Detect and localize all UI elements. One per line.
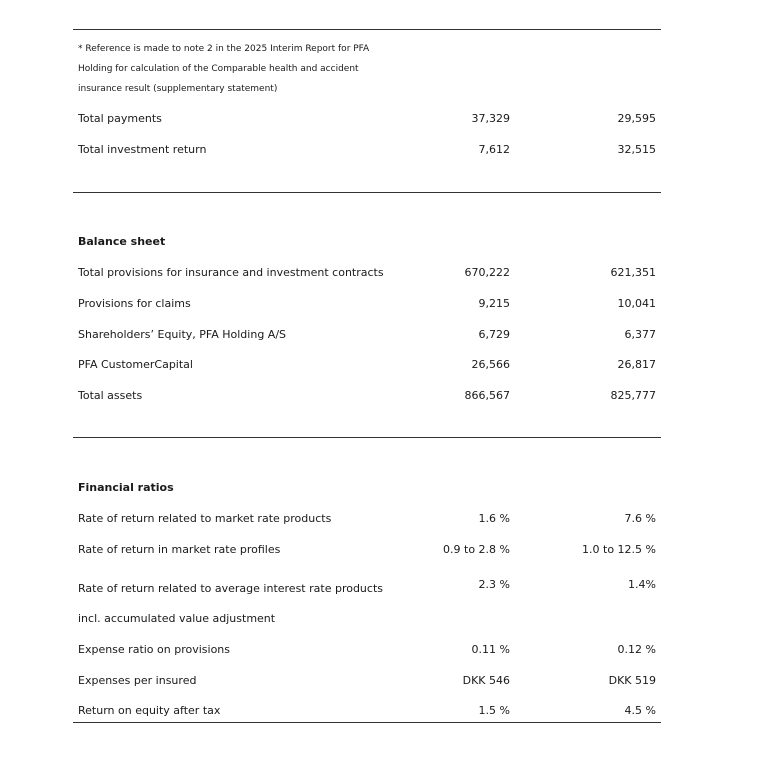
- row-value-col2: 4.5 %: [624, 704, 656, 717]
- row-value-col2: 26,817: [617, 358, 656, 371]
- row-value-col1: 6,729: [478, 328, 510, 341]
- row-value-col2: 1.0 to 12.5 %: [582, 543, 656, 556]
- row-value-col1: 670,222: [464, 266, 510, 279]
- row-label: Total assets: [78, 389, 143, 402]
- row-value-col2: 29,595: [617, 112, 656, 125]
- section-rule-2: [73, 437, 661, 438]
- row-value-col1: 2.3 %: [478, 578, 510, 591]
- row-value-col1: 9,215: [478, 297, 510, 310]
- row-label: Return on equity after tax: [78, 704, 221, 717]
- row-value-col1: 26,566: [471, 358, 510, 371]
- section-heading-financial-ratios: Financial ratios: [78, 481, 174, 494]
- row-value-col1: DKK 546: [462, 674, 510, 687]
- row-label: Total payments: [78, 112, 162, 125]
- row-label: Provisions for claims: [78, 297, 191, 310]
- row-value-col2: 825,777: [610, 389, 656, 402]
- row-label: Expense ratio on provisions: [78, 643, 231, 656]
- row-value-col1: 0.9 to 2.8 %: [443, 543, 510, 556]
- row-label: Total investment return: [78, 143, 207, 156]
- row-value-col1: 866,567: [464, 389, 510, 402]
- footnote-line-3: insurance result (supplementary statement): [78, 84, 278, 94]
- row-value-col2: 32,515: [617, 143, 656, 156]
- row-label: Rate of return related to average interest rate products: [78, 582, 383, 595]
- footnote-line-1: * Reference is made to note 2 in the 2025 Interim Report for PFA: [78, 44, 370, 54]
- row-value-col1: 37,329: [471, 112, 510, 125]
- row-label: Total provisions for insurance and investment contracts: [78, 266, 384, 279]
- row-label: Rate of return related to market rate products: [78, 512, 332, 525]
- section-heading-balance-sheet: Balance sheet: [78, 235, 166, 248]
- top-rule: [73, 29, 661, 30]
- row-value-col2: 0.12 %: [617, 643, 656, 656]
- row-value-col2: 10,041: [617, 297, 656, 310]
- row-value-col2: DKK 519: [608, 674, 656, 687]
- row-value-col1: 1.6 %: [478, 512, 510, 525]
- row-label: Shareholders’ Equity, PFA Holding A/S: [78, 328, 287, 341]
- row-value-col2: 7.6 %: [624, 512, 656, 525]
- bottom-rule: [73, 722, 661, 723]
- row-value-col2: 1.4%: [628, 578, 656, 591]
- row-value-col2: 6,377: [624, 328, 656, 341]
- row-value-col1: 7,612: [478, 143, 510, 156]
- footnote-line-2: Holding for calculation of the Comparable health and accident: [78, 64, 359, 74]
- row-label: Rate of return in market rate profiles: [78, 543, 281, 556]
- section-rule-1: [73, 192, 661, 193]
- row-label: Expenses per insured: [78, 674, 197, 687]
- row-value-col1: 0.11 %: [471, 643, 510, 656]
- row-label: PFA CustomerCapital: [78, 358, 193, 371]
- row-value-col2: 621,351: [610, 266, 656, 279]
- row-label-continuation: incl. accumulated value adjustment: [78, 612, 276, 625]
- row-value-col1: 1.5 %: [478, 704, 510, 717]
